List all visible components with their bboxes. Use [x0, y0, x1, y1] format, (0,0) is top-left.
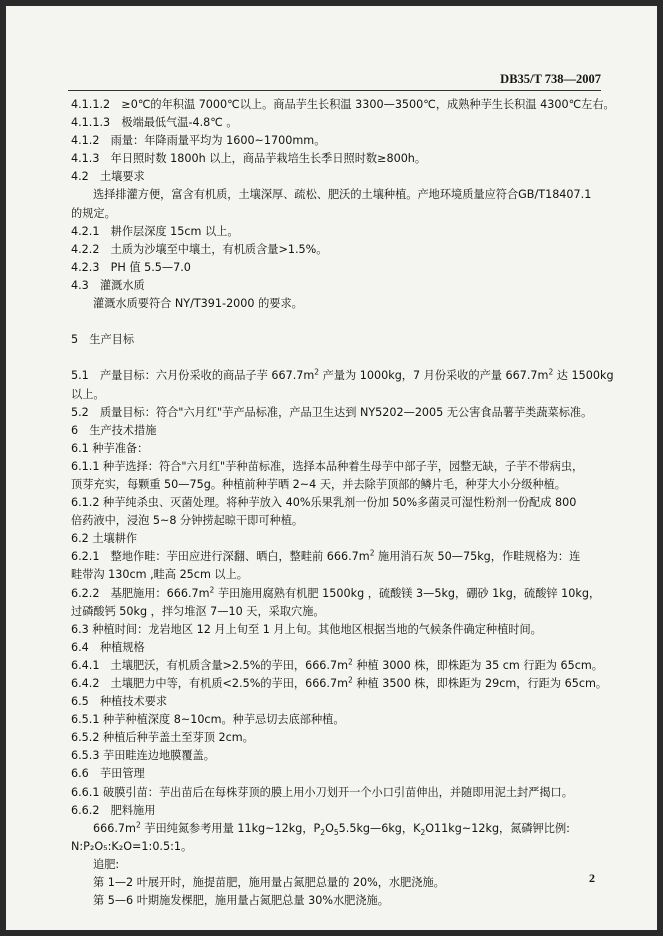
text-line: 6.5.1 种芋种植深度 8~10cm。种芋忌切去底部种植。 [71, 713, 345, 727]
text-run: 种植 3000 株，即株距为 35 cm 行距为 65cm。 [352, 658, 603, 672]
text-run: 5 [333, 827, 339, 837]
body-text [71, 96, 615, 910]
text-line: 4.1.1.3 极端最低气温-4.8℃ 。 [71, 116, 238, 130]
text-line: 4.3 灌溉水质 [71, 278, 145, 292]
text-run: O [325, 821, 334, 835]
text-line: 过磷酸钙 50kg ，拌匀堆沤 7—10 天，采取穴施。 [71, 604, 325, 618]
text-run: 6.4.2 土壤肥力中等，有机质<2.5%的芋田，666.7m [71, 677, 349, 690]
text-line: 追肥: [93, 857, 120, 871]
text-line: 6.1 种芋准备： [71, 441, 149, 455]
text-line: 4.1.1.2 ≥0℃的年积温 7000℃以上。商品芋生长积温 3300—3500℃，成熟种芋生长积温 4300℃左右。 [71, 98, 615, 111]
text-run: 产量为 1000kg，7 月份采收的产量 667.7m [319, 369, 549, 383]
text-run: 种植 3500 株，即株距为 29cm，行距为 65cm。 [352, 677, 608, 690]
text-line: 的规定。 [71, 206, 116, 220]
text-run: 施用消石灰 50—75kg，作畦规格为：连 [374, 550, 581, 564]
text-line: 6.6.2 肥料施用 [71, 803, 156, 817]
text-line [71, 313, 601, 331]
header-rule [68, 90, 601, 91]
text-line [71, 657, 601, 675]
text-run: 达 1500kg [553, 369, 614, 383]
text-line: 6.2 土壤耕作 [71, 532, 138, 546]
text-run: 2 [135, 820, 141, 830]
text-line: 6.5 种植技术要求 [71, 695, 168, 709]
text-run: 2 [320, 827, 326, 837]
text-line: N:P₂O₅:K₂O=1:0.5:1。 [71, 839, 193, 853]
text-line: 4.2 土壤要求 [71, 170, 145, 184]
text-line: 6 生产技术措施 [71, 423, 157, 437]
text-line [71, 820, 601, 838]
text-line: 灌溉水质要符合 NY/T391-2000 的要求。 [93, 297, 303, 311]
text-run: 6.2.2 基肥施用：666.7m [71, 586, 210, 600]
text-line: 4.1.3 年日照时数 1800h 以上，商品芋栽培生长季日照时数≥800h。 [71, 152, 427, 166]
text-line: 6.1.1 种芋选择：符合"六月红"芋种苗标准，选择本品种着生母芋中部子芋，园整无缺，子芋不带病虫， [71, 459, 584, 473]
text-line [71, 675, 608, 693]
text-line: 4.1.2 雨量：年降雨量平均为 1600~1700mm。 [71, 134, 326, 148]
text-line: 6.5.3 芋田畦连边地膜覆盖。 [71, 749, 215, 763]
text-run: 2 [314, 367, 320, 377]
text-run: 5.5kg—6kg，K [338, 821, 421, 835]
text-run: 2 [348, 675, 353, 685]
text-run: 6.2.1 整地作畦：芋田应进行深翻、晒白，整畦前 666.7m [71, 550, 370, 564]
page-number: 2 [589, 871, 595, 885]
text-run: 2 [209, 584, 215, 594]
text-line: 第 5—6 叶期施发棵肥，施用量占氮肥总量 30%水肥浇施。 [93, 894, 389, 908]
text-line [71, 548, 601, 566]
text-line [71, 349, 601, 367]
text-run: 6.4.1 土壤肥沃，有机质含量>2.5%的芋田，666.7m [71, 658, 349, 672]
text-line: 4.2.2 土质为沙壤至中壤土，有机质含量>1.5%。 [71, 242, 328, 256]
text-run: 2 [548, 367, 554, 377]
text-line: 4.2.1 耕作层深度 15cm 以上。 [71, 224, 239, 238]
document-page [6, 6, 657, 930]
text-run: 芋田施用腐熟有机肥 1500kg ，硫酸镁 3—5kg，硼砂 1kg，硫酸锌 10kg， [214, 586, 601, 600]
text-line: 6.1.2 种芋纯杀虫、灭菌处理。将种芋放入 40%乐果乳剂一份加 50%多菌灵可湿性粉剂一份配成 800 [71, 496, 577, 510]
text-run: 2 [420, 827, 426, 837]
standard-code: DB35/T 738—2007 [500, 72, 601, 86]
text-line: 5.2 质量目标：符合"六月红"芋产品标准，产品卫生达到 NY5202—2005 无公害食品薯芋类蔬菜标准。 [71, 405, 593, 419]
text-run: 2 [348, 657, 353, 667]
text-line [71, 367, 614, 385]
text-line: 4.2.3 PH 值 5.5—7.0 [71, 260, 191, 274]
text-line: 以上。 [71, 387, 105, 401]
text-line: 6.5.2 种植后种芋盖土至芽顶 2cm。 [71, 731, 254, 745]
text-run: 芋田纯氮参考用量 11kg~12kg，P [140, 821, 321, 835]
text-line: 畦带沟 130cm ,畦高 25cm 以上。 [71, 568, 248, 582]
text-run: 666.7m [93, 821, 136, 835]
text-line: 5 生产目标 [71, 333, 135, 347]
text-line: 6.4 种植规格 [71, 640, 145, 654]
text-line: 倍药液中，浸泡 5~8 分钟捞起晾干即可种植。 [71, 514, 304, 528]
text-run: 2 [369, 548, 375, 558]
text-line: 6.6 芋田管理 [71, 767, 145, 781]
text-run: O11kg~12kg，氮磷钾比例: [425, 821, 570, 835]
text-line: 6.6.1 破膜引苗：芋出苗后在每株芽顶的膜上用小刀划开一个小口引苗伸出，并随即用泥土封严揭口。 [71, 785, 573, 799]
text-run: 5.1 产量目标：六月份采收的商品子芋 667.7m [71, 369, 315, 383]
text-line: 第 1—2 叶展开时，施提苗肥，施用量占氮肥总量的 20%，水肥浇施。 [93, 876, 445, 890]
text-line: 选择排灌方便，富含有机质，土壤深厚、疏松、肥沃的土壤种植。产地环境质量应符合GB/T18407.1 [93, 188, 592, 202]
text-line: 6.3 种植时间：龙岩地区 12 月上旬至 1 月上旬。其他地区根据当地的气候条件确定种植时间。 [71, 622, 542, 636]
text-line [71, 585, 601, 603]
text-line: 顶芽充实，每颗重 50—75g。种植前种芋晒 2~4 天，并去除芋顶部的鳞片毛，种芽大小分级种植。 [71, 477, 566, 491]
